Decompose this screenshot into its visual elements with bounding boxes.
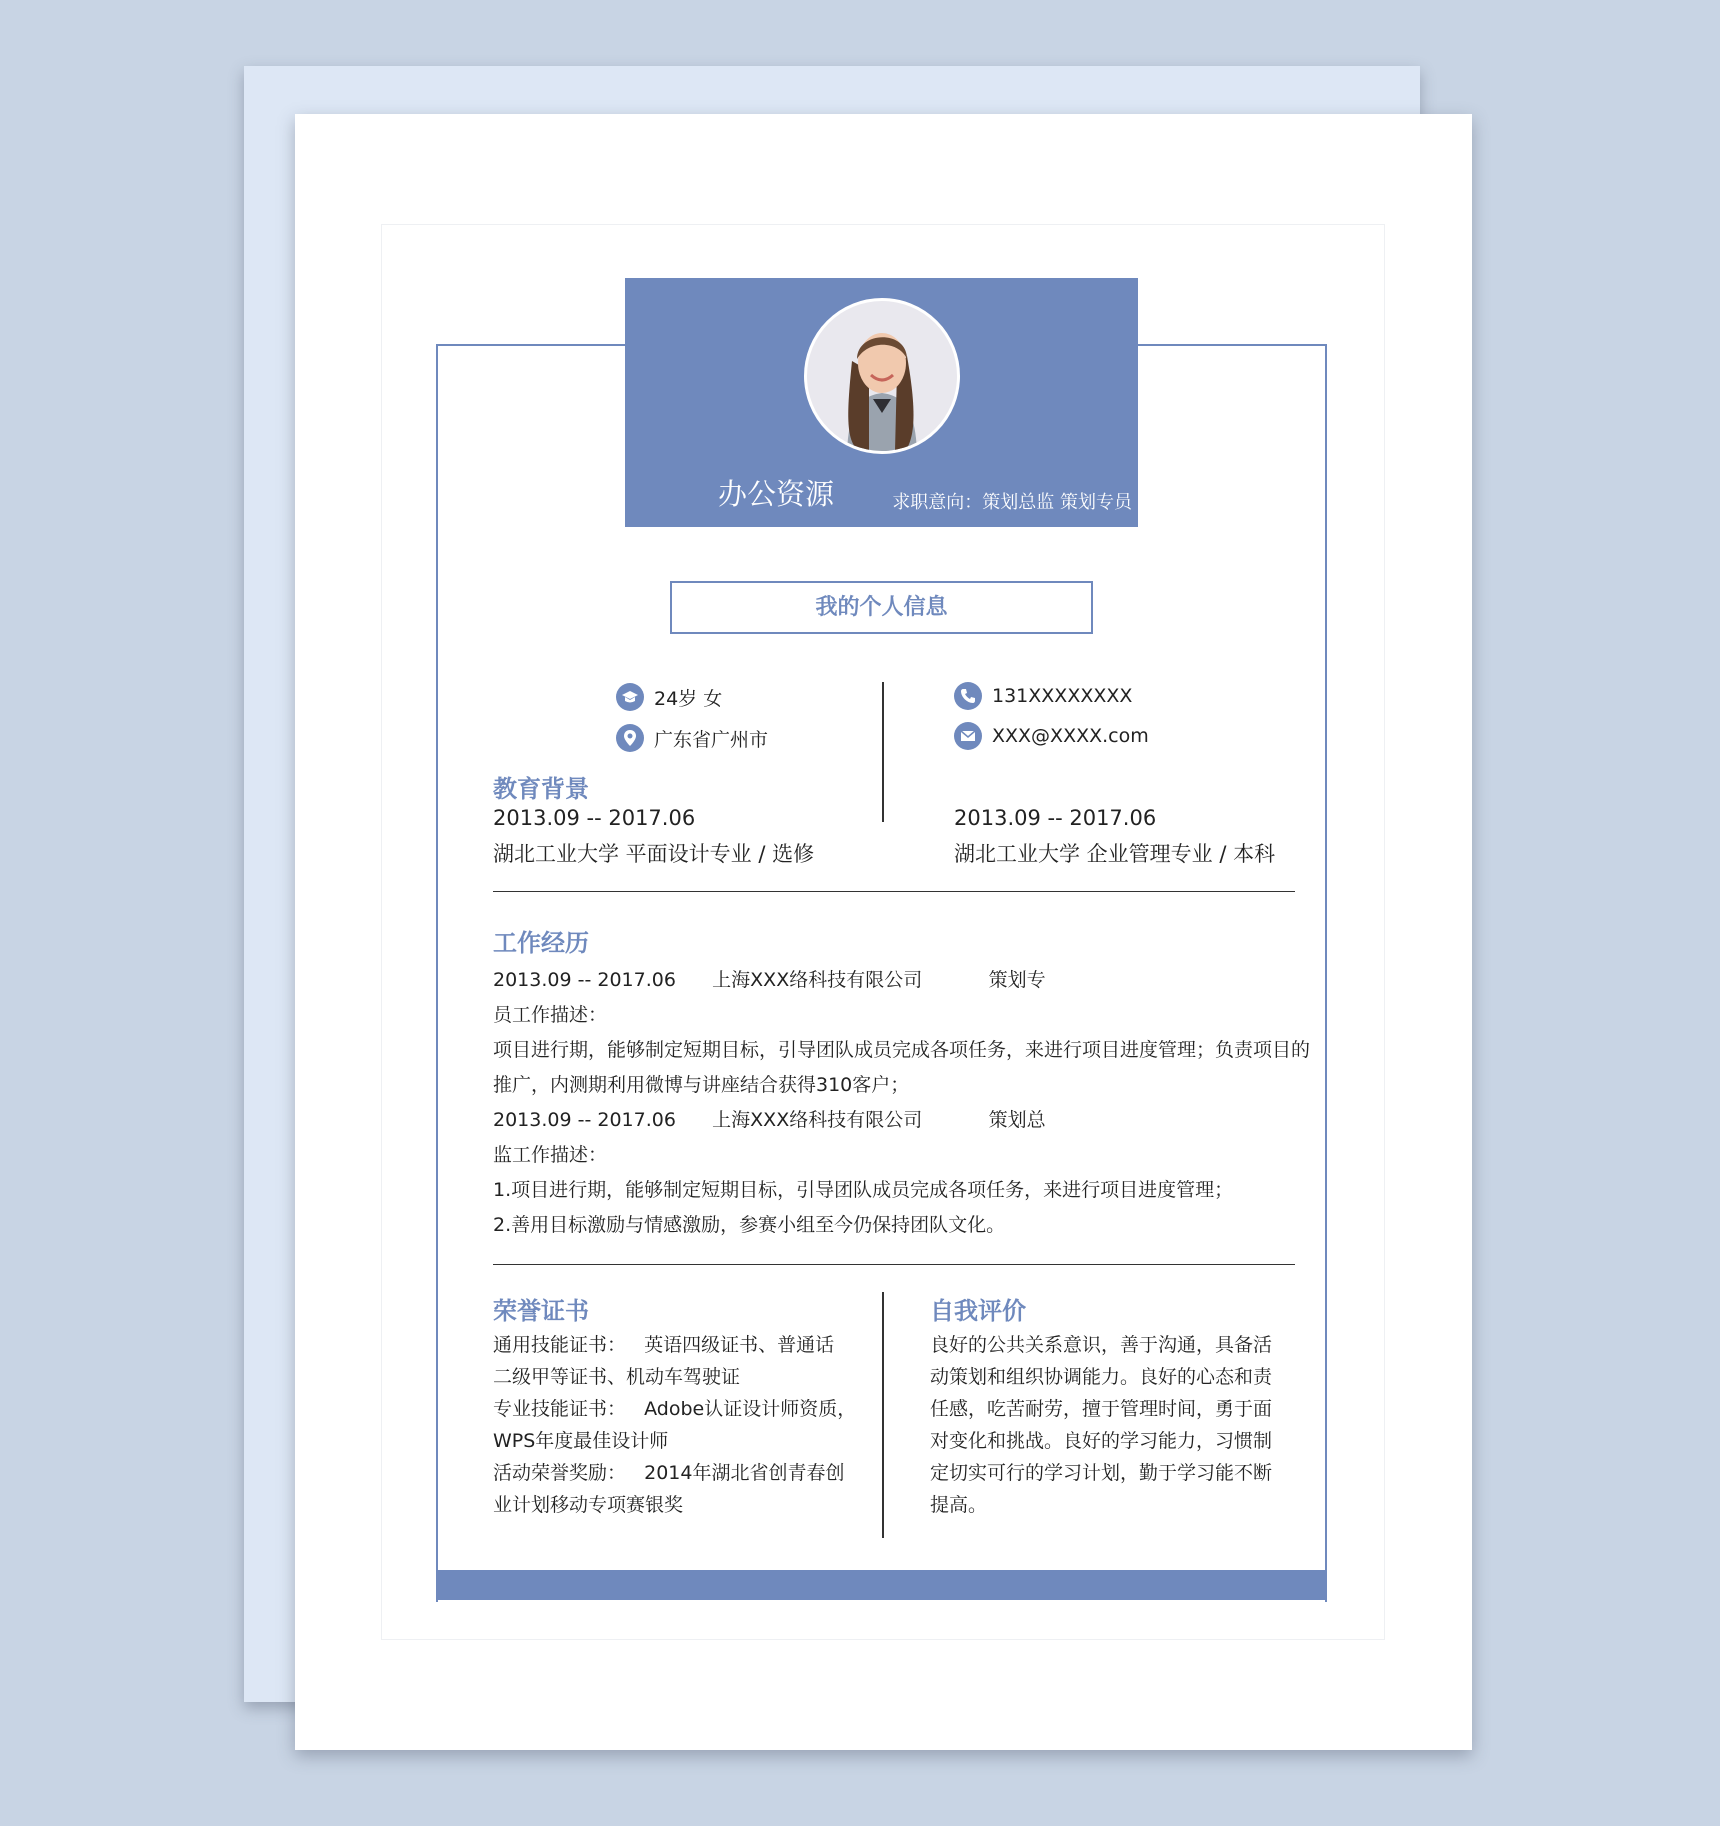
self-eval-line: 对变化和挑战。良好的学习能力，习惯制 [930,1430,1273,1452]
self-eval-line: 良好的公共关系意识，善于沟通，具备活 [930,1334,1273,1356]
age-gender: 24岁 女 [654,687,723,710]
work-line: 项目进行期，能够制定短期目标，引导团队成员完成各项任务，来进行项目进度管理；负责项目的 [493,1039,1311,1061]
phone-row [954,682,1132,710]
education-period-2: 2013.09 -- 2017.06 [954,806,1157,830]
honors-lines [493,1329,856,1521]
graduation-cap-icon [616,683,644,711]
info-divider [882,682,884,822]
candidate-name: 办公资源 [717,477,834,511]
work-line: 2013.09 -- 2017.06 上海XXX络科技有限公司 策划专 [493,969,1046,991]
honors-line: WPS年度最佳设计师 [493,1430,669,1452]
honors-title: 荣誉证书 [493,1297,589,1325]
honors-line: 业计划移动专项赛银奖 [493,1494,684,1516]
location-pin-icon [616,724,644,752]
education-detail-2: 湖北工业大学 企业管理专业 / 本科 [954,842,1276,866]
self-eval-title: 自我评价 [930,1297,1026,1325]
honors-line: 专业技能证书： Adobe认证设计师资质， [493,1398,857,1420]
self-eval-line: 定切实可行的学习计划，勤于学习能不断 [930,1462,1273,1484]
honors-line: 活动荣誉奖励： 2014年湖北省创青春创 [493,1462,845,1484]
honors-line: 通用技能证书： 英语四级证书、普通话 [493,1334,835,1356]
work-line: 推广，内测期利用微博与讲座结合获得310客户； [493,1074,910,1096]
divider-education [493,891,1295,892]
education-detail-1: 湖北工业大学 平面设计专业 / 选修 [493,842,815,866]
location-row [616,724,768,752]
self-eval-lines [930,1329,1272,1521]
phone-icon [954,682,982,710]
self-eval-line: 任感，吃苦耐劳，擅于管理时间，勇于面 [930,1398,1273,1420]
self-eval-line: 动策划和组织协调能力。良好的心态和责 [930,1366,1273,1388]
email-address: XXX@XXXX.com [992,725,1149,747]
divider-work [493,1264,1295,1265]
work-line: 2.善用目标激励与情感激励，参赛小组至今仍保持团队文化。 [493,1214,1006,1236]
work-lines [493,964,1310,1244]
self-eval-line: 提高。 [930,1494,988,1516]
work-line: 监工作描述： [493,1144,608,1166]
work-title: 工作经历 [493,929,589,957]
resume-sheet [295,114,1472,1750]
honors-line: 二级甲等证书、机动车驾驶证 [493,1366,741,1388]
work-line: 1.项目进行期，能够制定短期目标，引导团队成员完成各项任务，来进行项目进度管理； [493,1179,1234,1201]
education-period-1: 2013.09 -- 2017.06 [493,806,696,830]
personal-info-title: 我的个人信息 [670,581,1093,634]
avatar [804,298,960,454]
age-gender-row [616,683,722,711]
footer-bar [436,1570,1327,1600]
header-banner [625,278,1138,527]
phone-number: 131XXXXXXXX [992,685,1133,707]
work-line: 员工作描述： [493,1004,608,1026]
bottom-divider [882,1292,884,1538]
education-title: 教育背景 [493,775,589,803]
job-intent: 求职意向：策划总监 策划专员 [892,492,1132,513]
envelope-icon [954,722,982,750]
work-line: 2013.09 -- 2017.06 上海XXX络科技有限公司 策划总 [493,1109,1046,1131]
email-row [954,722,1149,750]
location: 广东省广州市 [654,728,769,751]
